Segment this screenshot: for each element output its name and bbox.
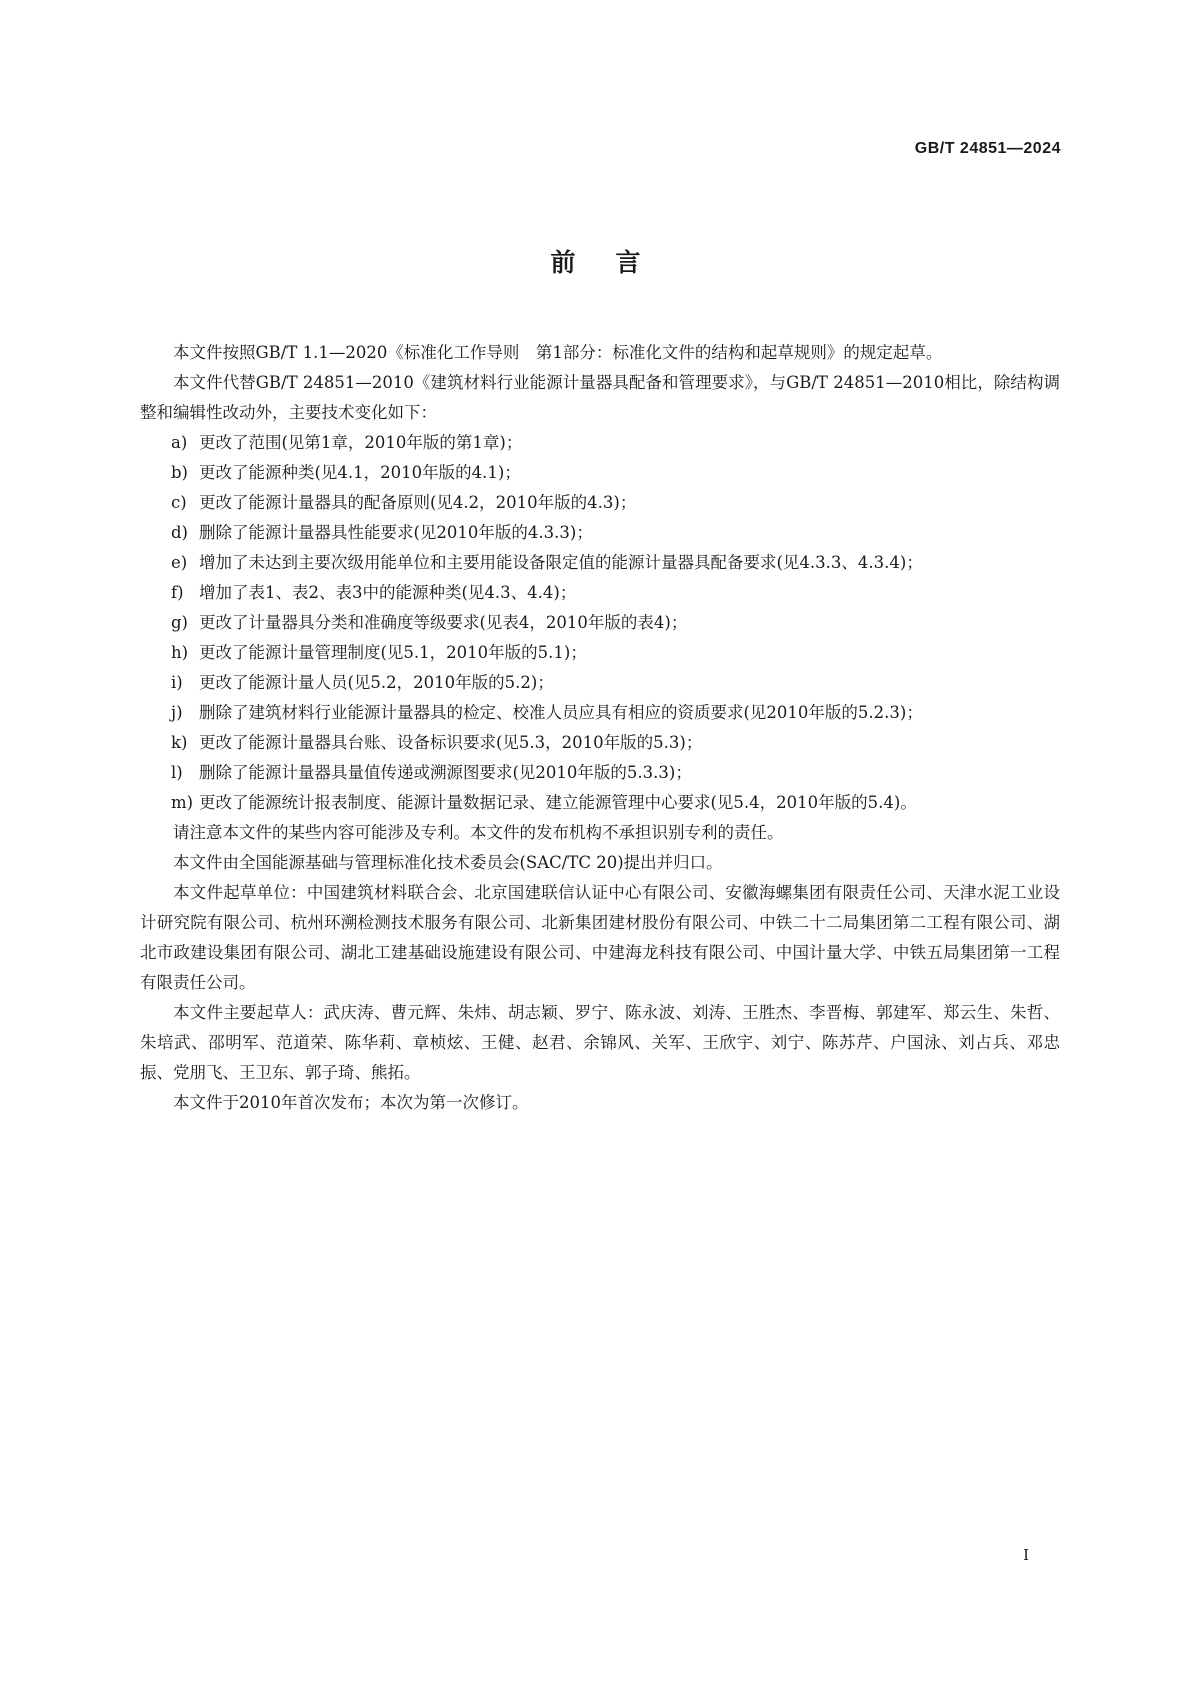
list-item-text: 更改了能源计量器具台账、设备标识要求(见5.3，2010年版的5.3)； [199,733,703,752]
page-number: I [1023,1546,1029,1564]
list-item-text: 增加了未达到主要次级用能单位和主要用能设备限定值的能源计量器具配备要求(见4.3.3、4.3.4)； [199,553,923,572]
paragraph-drafting-units: 本文件起草单位：中国建筑材料联合会、北京国建联信认证中心有限公司、安徽海螺集团有限责任公司、天津水泥工业设计研究院有限公司、杭州环溯检测技术服务有限公司、北新集团建材股份有限公司、中铁二十二局集团第二工程有限公司、湖北市政建设集团有限公司、湖北工建基础设施建设有限公司、中建海龙科技有限公司、中国计量大学、中铁五局集团第一工程有限责任公司。 [140,883,1060,992]
list-item-text: 更改了能源计量人员(见5.2，2010年版的5.2)； [199,673,554,692]
list-item [140,668,1060,698]
list-marker: e) [171,553,188,572]
list-item [140,608,1060,638]
list-item-text: 更改了能源计量器具的配备原则(见4.2，2010年版的4.3)； [199,493,637,512]
list-item-text: 删除了建筑材料行业能源计量器具的检定、校准人员应具有相应的资质要求(见2010年版的5.2.3)； [199,703,923,722]
list-item [140,428,1060,458]
list-item [140,578,1060,608]
list-item [140,548,1060,578]
list-marker: f) [171,583,184,602]
list-item-text: 更改了计量器具分类和准确度等级要求(见表4，2010年版的表4)； [199,613,688,632]
list-marker: l) [171,763,183,782]
paragraph-history: 本文件于2010年首次发布；本次为第一次修订。 [173,1093,529,1112]
list-marker: j) [171,703,183,722]
list-item [140,488,1060,518]
list-item-text: 删除了能源计量器具性能要求(见2010年版的4.3.3)； [199,523,593,542]
foreword-body [140,338,1060,1118]
list-item-text: 更改了能源种类(见4.1，2010年版的4.1)； [199,463,521,482]
paragraph-drafting-rules: 本文件按照GB/T 1.1—2020《标准化工作导则 第1部分：标准化文件的结构和起草规则》的规定起草。 [173,343,943,362]
list-item-text: 增加了表1、表2、表3中的能源种类(见4.3、4.4)； [199,583,577,602]
list-marker: c) [171,493,187,512]
list-item-text: 更改了范围(见第1章，2010年版的第1章)； [199,433,523,452]
list-item-text: 更改了能源统计报表制度、能源计量数据记录、建立能源管理中心要求(见5.4，2010年版的5.4)。 [199,793,917,812]
changes-list [140,428,1060,818]
list-item [140,638,1060,668]
list-item [140,788,1060,818]
paragraph-replacement: 本文件代替GB/T 24851—2010《建筑材料行业能源计量器具配备和管理要求》，与GB/T 24851—2010相比，除结构调整和编辑性改动外，主要技术变化如下： [140,373,1060,422]
paragraph-patent-notice: 请注意本文件的某些内容可能涉及专利。本文件的发布机构不承担识别专利的责任。 [173,823,784,842]
list-marker: m) [171,793,194,812]
list-marker: g) [171,613,188,632]
list-item [140,698,1060,728]
standard-code: GB/T 24851—2024 [914,140,1061,157]
page-title: 前言 [550,248,681,277]
list-item [140,728,1060,758]
list-marker: k) [171,733,188,752]
list-item [140,458,1060,488]
list-item [140,758,1060,788]
paragraph-committee: 本文件由全国能源基础与管理标准化技术委员会(SAC/TC 20)提出并归口。 [173,853,723,872]
list-marker: a) [171,433,188,452]
list-marker: h) [171,643,189,662]
list-item-text: 删除了能源计量器具量值传递或溯源图要求(见2010年版的5.3.3)； [199,763,692,782]
list-item [140,518,1060,548]
list-marker: b) [171,463,188,482]
list-marker: i) [171,673,183,692]
list-marker: d) [171,523,188,542]
list-item-text: 更改了能源计量管理制度(见5.1，2010年版的5.1)； [199,643,587,662]
paragraph-drafters: 本文件主要起草人：武庆涛、曹元辉、朱炜、胡志颖、罗宁、陈永波、刘涛、王胜杰、李晋梅、郭建军、郑云生、朱哲、朱培武、邵明军、范道荣、陈华莉、章桢炫、王健、赵君、余锦风、关军、王欣宇、刘宁、陈苏芹、户国泳、刘占兵、邓忠振、党朋飞、王卫东、郭子琦、熊拓。 [140,1003,1060,1082]
